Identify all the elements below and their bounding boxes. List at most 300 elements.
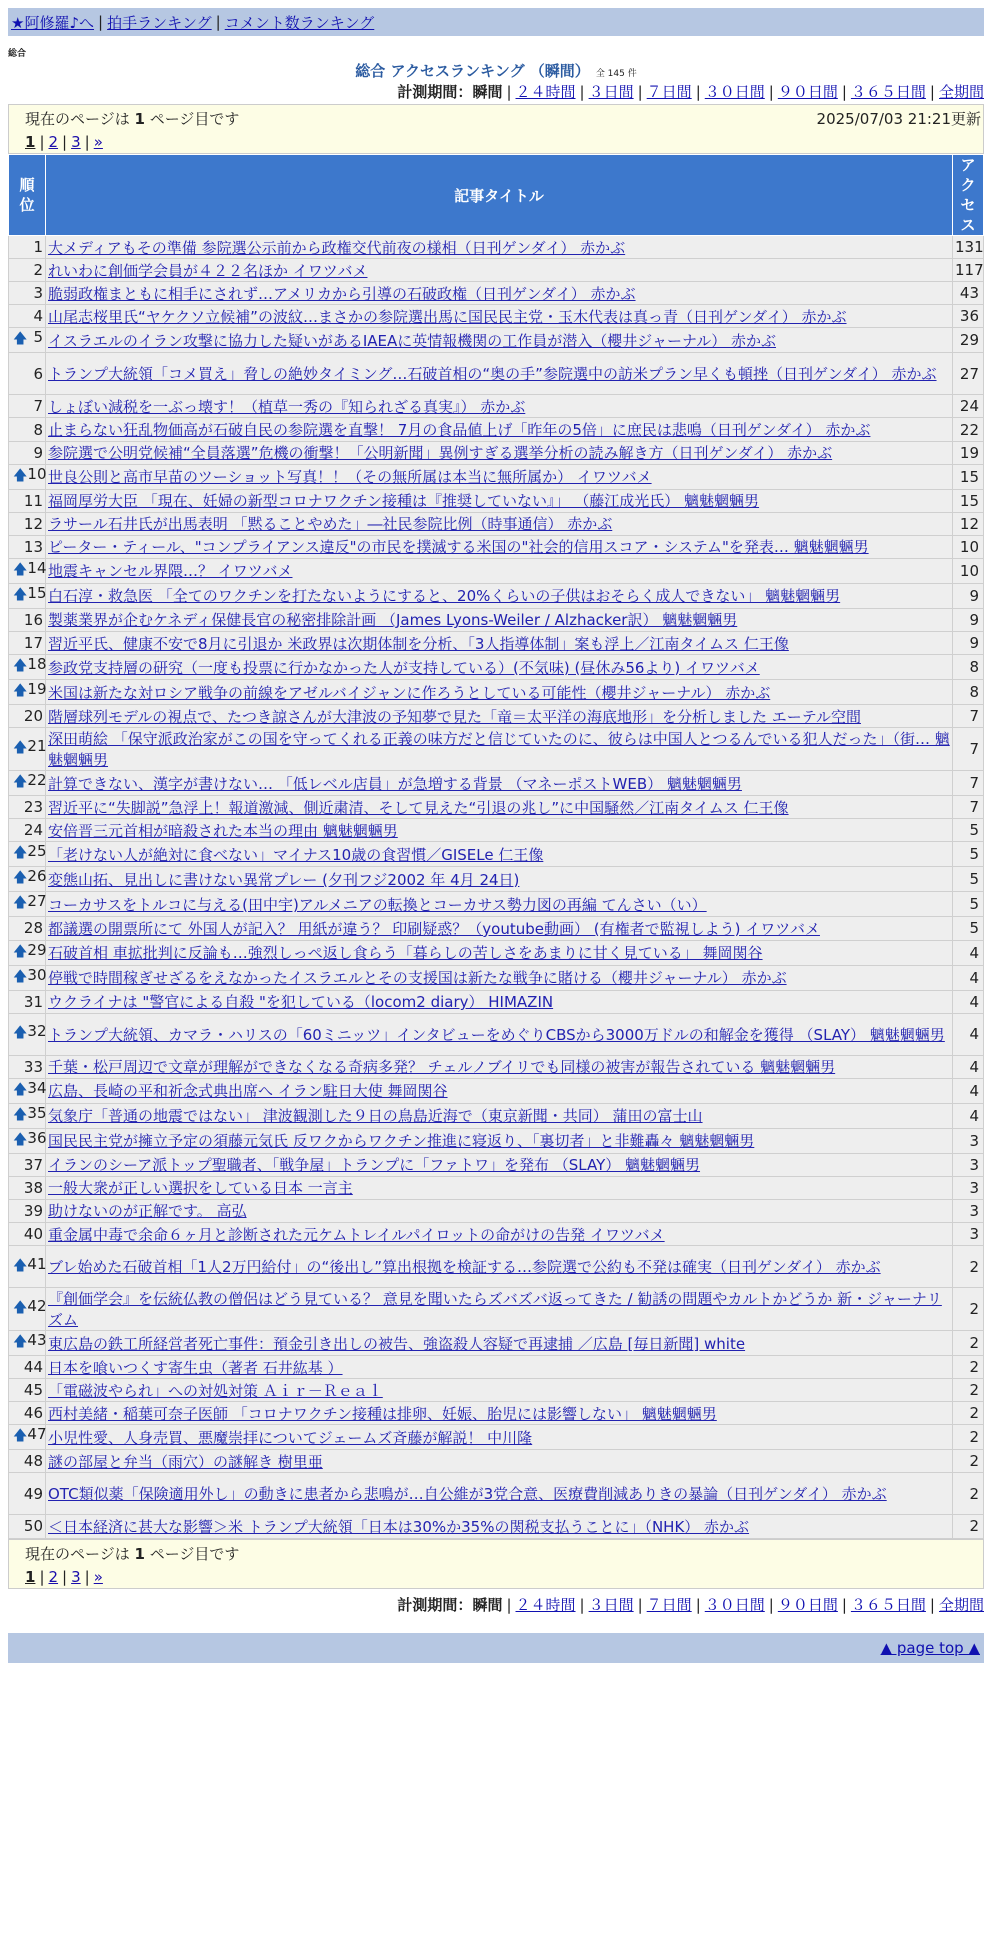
title-cell: [46, 1288, 953, 1331]
rank-up-arrow-icon: 🡅: [13, 1131, 28, 1148]
rank-number: 17: [23, 634, 43, 653]
rank-cell: [9, 680, 46, 705]
pager-sep: |: [39, 1567, 45, 1586]
rank-up-arrow-icon: 🡅: [13, 561, 28, 578]
page-prefix: 現在のページは: [25, 1544, 130, 1563]
rank-number: 14: [27, 558, 47, 577]
pager-link[interactable]: 3: [71, 1567, 81, 1586]
rank-number: 9: [33, 443, 43, 462]
article-link[interactable]: トランプ大統領、カマラ・ハリスの「60ミニッツ」インタビューをめぐりCBSから3000万ドルの和解金を獲得 （SLAY） 魑魅魍魎男: [48, 1025, 945, 1044]
article-link[interactable]: 安倍晋三元首相が暗殺された本当の理由 魑魅魍魎男: [48, 821, 398, 840]
rank-number: 33: [23, 1057, 43, 1076]
table-row: [9, 464, 984, 489]
table-row: [9, 1103, 984, 1128]
title-cell: [46, 236, 953, 259]
access-count: 3: [953, 1153, 984, 1176]
rank-number: 41: [27, 1254, 47, 1273]
rank-number: 29: [27, 940, 47, 959]
title-cell: [46, 1246, 953, 1288]
access-count: 4: [953, 1103, 984, 1128]
article-link[interactable]: 「電磁波やられ」への対処対策 Ａｉｒ－Ｒｅａｌ: [48, 1381, 383, 1400]
rank-number: 6: [33, 364, 43, 383]
article-link[interactable]: 石破首相 車拡批判に反論も…強烈しっぺ返し食らう「暮らしの苦しさをあまりに甘く見ている」 舞岡関谷: [48, 944, 763, 962]
title-cell: [46, 1331, 953, 1356]
rank-number: 36: [27, 1128, 47, 1147]
access-count: 5: [953, 842, 984, 867]
rank-number: 12: [23, 514, 43, 533]
access-count: 3: [953, 1176, 984, 1199]
applause-ranking-link[interactable]: 拍手ランキング: [107, 13, 212, 32]
title-cell: [46, 1176, 953, 1199]
rank-cell: [9, 1331, 46, 1356]
table-row: [9, 236, 984, 259]
access-count: 43: [953, 282, 984, 305]
article-link[interactable]: れいわに創価学会員が４２２名ほか イワツバメ: [48, 261, 368, 280]
rank-cell: [9, 1425, 46, 1450]
rank-number: 2: [33, 261, 43, 280]
period-sep: |: [695, 83, 701, 101]
rank-up-arrow-icon: 🡅: [13, 845, 28, 862]
period-sep: |: [841, 83, 847, 101]
rank-up-arrow-icon: 🡅: [13, 774, 28, 791]
rank-up-arrow-icon: 🡅: [13, 467, 28, 484]
period-link[interactable]: ３０日間: [704, 1595, 765, 1614]
period-sep: |: [637, 83, 643, 101]
rank-number: 27: [27, 892, 47, 911]
period-current: 瞬間: [472, 1595, 503, 1614]
access-count: 2: [953, 1246, 984, 1288]
title-cell: [46, 990, 953, 1013]
period-sep: |: [929, 83, 935, 101]
article-link[interactable]: 習近平氏、健康不安で8月に引退か 米政界は次期体制を分析、「3人指導体制」案も浮上／江南タイムス 仁王像: [48, 634, 789, 653]
access-count: 2: [953, 1425, 984, 1450]
table-row: [9, 1013, 984, 1055]
period-sep: |: [579, 83, 585, 101]
title-cell: [46, 655, 953, 680]
table-row: [9, 1425, 984, 1450]
period-sep: |: [579, 1595, 585, 1614]
article-link[interactable]: 計算できない、漢字が書けない… 「低レベル店員」が急増する背景 （マネーポストWEB） 魑魅魍魎男: [48, 774, 742, 793]
article-link[interactable]: 小児性愛、人身売買、悪魔崇拝についてジェームズ斉藤が解説！ 中川隆: [48, 1428, 533, 1447]
rank-cell: [9, 1222, 46, 1245]
pager-sep: |: [62, 133, 68, 151]
title-cell: [46, 1379, 953, 1402]
article-link[interactable]: 助けないのが正解です。 高弘: [48, 1202, 247, 1221]
header-rank: 順位: [9, 155, 46, 236]
pager-link[interactable]: »: [93, 133, 103, 151]
rank-number: 30: [27, 965, 47, 984]
title-cell: [46, 892, 953, 917]
access-count: 2: [953, 1515, 984, 1538]
rank-number: 18: [27, 655, 47, 674]
title-cell: [46, 583, 953, 608]
article-link[interactable]: 参政党支持層の研究（一度も投票に行かなかった人が支持している）(不気味) (昼休み56より) イワツバメ: [48, 658, 760, 677]
table-row: [9, 583, 984, 608]
period-link[interactable]: 全期間: [938, 1595, 984, 1614]
table-row: [9, 892, 984, 917]
article-link[interactable]: 東広島の鉄工所経営者死亡事件：預金引き出しの被告、強盗殺人容疑で再逮捕 ／広島 [毎日新聞] white: [48, 1334, 746, 1353]
article-link[interactable]: 山尾志桜里氏“ヤケクソ立候補”の波紋…まさかの参院選出馬に国民民主党・玉木代表は真っ青（日刊ゲンダイ） 赤かぶ: [48, 307, 847, 326]
article-link[interactable]: ウクライナは "警官による自殺 "を犯している（locom2 diary） HIMAZIN: [48, 993, 554, 1012]
article-link[interactable]: 気象庁「普通の地震ではない」 津波観測した９日の鳥島近海で（東京新聞・共同） 蒲田の富士山: [48, 1107, 703, 1126]
comment-ranking-link[interactable]: コメント数ランキング: [224, 13, 375, 32]
article-link[interactable]: 西村美緒・稲葉可奈子医師 「コロナワクチン接種は排卵、妊娠、胎児には影響しない」 魑魅魍魎男: [48, 1404, 717, 1423]
rank-number: 39: [23, 1201, 43, 1220]
rank-cell: [9, 464, 46, 489]
rank-up-arrow-icon: 🡅: [13, 331, 28, 348]
page-info-bottom: [8, 1539, 984, 1589]
title-cell: [46, 282, 953, 305]
current-page: 1: [134, 1544, 145, 1563]
rank-number: 26: [27, 867, 47, 886]
table-row: [9, 395, 984, 418]
table-row: [9, 259, 984, 282]
period-link[interactable]: ９０日間: [777, 83, 838, 101]
title-cell: [46, 1356, 953, 1379]
access-count: 3: [953, 1128, 984, 1153]
access-count: 24: [953, 395, 984, 418]
title-cell: [46, 1199, 953, 1222]
rank-cell: [9, 1128, 46, 1153]
rank-cell: [9, 940, 46, 965]
access-count: 7: [953, 771, 984, 796]
article-link[interactable]: ラサール石井氏が出馬表明 「黙ることやめた」―社民参院比例（時事通信） 赤かぶ: [48, 515, 613, 534]
rank-cell: [9, 892, 46, 917]
rank-cell: [9, 1013, 46, 1055]
access-count: 131: [953, 236, 984, 259]
rank-number: 10: [27, 464, 47, 483]
title-cell: [46, 1425, 953, 1450]
article-link[interactable]: 一般大衆が正しい選択をしている日本 一言主: [48, 1179, 353, 1198]
rank-number: 49: [23, 1484, 43, 1503]
title-cell: [46, 512, 953, 535]
rank-cell: [9, 1055, 46, 1078]
period-link[interactable]: ２４時間: [515, 1595, 576, 1614]
rank-cell: [9, 1288, 46, 1331]
article-link[interactable]: 日本を喰いつくす寄生虫（著者 石井紘基 ）: [48, 1358, 343, 1377]
rank-cell: [9, 489, 46, 512]
rank-cell: [9, 1153, 46, 1176]
rank-number: 7: [33, 397, 43, 416]
page-top-link[interactable]: ▲ page top ▲: [880, 1638, 980, 1657]
rank-cell: [9, 1515, 46, 1538]
title-cell: [46, 705, 953, 728]
title-cell: [46, 489, 953, 512]
article-link[interactable]: 白石淳・救急医 「全てのワクチンを打たないようにすると、20%くらいの子供はおそらく成人できない」 魑魅魍魎男: [48, 587, 841, 606]
article-link[interactable]: 謎の部屋と弁当（雨穴）の謎解き 樹里亜: [48, 1452, 323, 1471]
table-row: [9, 680, 984, 705]
article-link[interactable]: 地震キャンセル界隈…？ イワツバメ: [48, 562, 293, 581]
pager-sep: |: [39, 133, 45, 151]
pager-link[interactable]: 3: [71, 133, 81, 151]
period-selector-bottom: [8, 1593, 984, 1617]
table-row: [9, 535, 984, 558]
table-row: [9, 1379, 984, 1402]
rank-cell: [9, 558, 46, 583]
header-title: 記事タイトル: [46, 155, 953, 236]
rank-number: 48: [23, 1452, 43, 1471]
rank-number: 22: [27, 771, 47, 790]
table-row: [9, 418, 984, 441]
pager-link[interactable]: 2: [48, 133, 59, 151]
access-count: 2: [953, 1402, 984, 1425]
article-link[interactable]: 『創価学会』を伝統仏教の僧侶はどう見ている？ 意見を聞いたらズバズバ返ってきた / 勧誘の問題やカルトかどうか 新・ジャーナリズム: [48, 1290, 942, 1330]
rank-number: 13: [23, 537, 43, 556]
access-count: 36: [953, 305, 984, 328]
title-cell: [46, 819, 953, 842]
rank-cell: [9, 819, 46, 842]
article-link[interactable]: 米国は新たな対ロシア戦争の前線をアゼルバイジャンに作ろうとしている可能性（櫻井ジャーナル） 赤かぶ: [48, 683, 771, 702]
table-row: [9, 940, 984, 965]
article-link[interactable]: 脆弱政権まともに相手にされず…アメリカから引導の石破政権（日刊ゲンダイ） 赤かぶ: [48, 284, 636, 303]
title-cell: [46, 418, 953, 441]
table-row: [9, 705, 984, 728]
rank-cell: [9, 1176, 46, 1199]
rank-number: 20: [23, 707, 43, 726]
rank-cell: [9, 842, 46, 867]
title-cell: [46, 728, 953, 771]
article-link[interactable]: ＜日本経済に甚大な影響＞米 トランプ大統領「日本は30%か35%の関税支払うことに」（NHK） 赤かぶ: [48, 1517, 750, 1536]
home-link[interactable]: ★阿修羅♪へ: [11, 13, 95, 32]
period-sep: |: [506, 1595, 512, 1614]
access-count: 27: [953, 353, 984, 395]
title-cell: [46, 867, 953, 892]
article-link[interactable]: イスラエルのイラン攻撃に協力した疑いがあるIAEAに英情報機関の工作員が潜入（櫻井ジャーナル） 赤かぶ: [48, 331, 776, 350]
period-sep: |: [768, 1595, 774, 1614]
article-link[interactable]: トランプ大統領「コメ買え」脅しの絶妙タイミング…石破首相の“奥の手”参院選中の訪米プラン早くも頓挫（日刊ゲンダイ） 赤かぶ: [48, 365, 937, 384]
rank-cell: [9, 282, 46, 305]
rank-number: 25: [27, 842, 47, 861]
access-count: 4: [953, 940, 984, 965]
page-info-top: [8, 104, 984, 154]
access-count: 19: [953, 441, 984, 464]
article-link[interactable]: 階層球列モデルの視点で、たつき諒さんが大津波の予知夢で見た「竜＝太平洋の海底地形」を分析しました エーテル空間: [48, 707, 861, 726]
table-row: [9, 1402, 984, 1425]
article-link[interactable]: 福岡厚労大臣 「現在、妊婦の新型コロナワクチン接種は『推奨していない』」 （藤江成光氏） 魑魅魍魎男: [48, 492, 760, 511]
title-cell: [46, 558, 953, 583]
period-link[interactable]: ２４時間: [515, 83, 576, 101]
title-cell: [46, 1450, 953, 1473]
period-sep: |: [506, 83, 512, 101]
article-link[interactable]: 都議選の開票所にて 外国人が記入？ 用紙が違う？ 印刷疑惑？（youtube動画） (有権者で監視しよう) イワツバメ: [48, 919, 820, 938]
rank-up-arrow-icon: 🡅: [13, 740, 28, 757]
period-sep: |: [841, 1595, 847, 1614]
rank-cell: [9, 259, 46, 282]
table-row: [9, 1450, 984, 1473]
pager-link[interactable]: 2: [48, 1567, 59, 1586]
article-link[interactable]: 習近平に“失脚説”急浮上！報道激減、側近粛清、そして見えた“引退の兆し”に中国騒然／江南タイムス 仁王像: [48, 798, 789, 817]
table-row: [9, 1055, 984, 1078]
rank-number: 21: [27, 737, 47, 756]
period-link[interactable]: ３日間: [588, 1595, 634, 1614]
current-page: 1: [134, 110, 145, 128]
rank-number: 45: [23, 1381, 43, 1400]
period-link[interactable]: ３６５日間: [850, 1595, 926, 1614]
access-count: 4: [953, 1055, 984, 1078]
page-suffix: ページ目です: [149, 110, 240, 128]
pager-sep: |: [84, 1567, 90, 1586]
access-count: 4: [953, 990, 984, 1013]
article-link[interactable]: ブレ始めた石破首相「1人2万円給付」の“後出し”算出根拠を検証する…参院選で公約も不発は確実（日刊ゲンダイ） 赤かぶ: [48, 1258, 881, 1277]
rank-cell: [9, 583, 46, 608]
table-row: [9, 1128, 984, 1153]
period-link[interactable]: ３０日間: [704, 83, 765, 101]
rank-number: 47: [27, 1425, 47, 1444]
pager-sep: |: [84, 133, 90, 151]
title-cell: [46, 353, 953, 395]
title-cell: [46, 917, 953, 940]
article-link[interactable]: しょぼい減税を一ぶっ壊す！（植草一秀の『知られざる真実』） 赤かぶ: [48, 397, 526, 416]
period-link[interactable]: 全期間: [938, 83, 984, 101]
rank-number: 46: [23, 1404, 43, 1423]
access-count: 10: [953, 535, 984, 558]
rank-cell: [9, 512, 46, 535]
title-cell: [46, 680, 953, 705]
article-link[interactable]: 変態山拓、見出しに書けない異常プレー (夕刊フジ2002 年 4月 24日): [48, 870, 520, 889]
access-count: 15: [953, 464, 984, 489]
article-link[interactable]: 国民民主党が擁立予定の須藤元気氏 反ワクからワクチン推進に寝返り、「裏切者」と非難轟々 魑魅魍魎男: [48, 1132, 755, 1151]
article-link[interactable]: イランのシーア派トップ聖職者、「戦争屋」トランプに「ファトワ」を発布 （SLAY） 魑魅魍魎男: [48, 1156, 701, 1175]
table-row: [9, 796, 984, 819]
rank-cell: [9, 655, 46, 680]
rank-number: 44: [23, 1358, 43, 1377]
period-link[interactable]: ７日間: [646, 83, 692, 101]
rank-cell: [9, 771, 46, 796]
rank-number: 1: [33, 238, 43, 257]
period-sep: |: [695, 1595, 701, 1614]
title-cell: [46, 1473, 953, 1515]
period-selector-top: [8, 80, 984, 104]
table-row: [9, 1199, 984, 1222]
access-count: 3: [953, 1222, 984, 1245]
rank-up-arrow-icon: 🡅: [13, 1300, 28, 1317]
rank-cell: [9, 441, 46, 464]
title-cell: [46, 535, 953, 558]
article-link[interactable]: 止まらない狂乱物価高が石破自民の参院選を直撃！ 7月の食品値上げ「昨年の5倍」に庶民は悲鳴（日刊ゲンダイ） 赤かぶ: [48, 421, 871, 440]
table-row: [9, 328, 984, 353]
nav-sep: |: [215, 13, 221, 31]
rank-cell: [9, 1199, 46, 1222]
period-sep: |: [637, 1595, 643, 1614]
table-row: [9, 1356, 984, 1379]
rank-number: 34: [27, 1078, 47, 1097]
rank-up-arrow-icon: 🡅: [13, 1334, 28, 1351]
title-cell: [46, 1222, 953, 1245]
article-link[interactable]: 重金属中毒で余命６ヶ月と診断された元ケムトレイルパイロットの命がけの告発 イワツバメ: [48, 1225, 665, 1244]
rank-cell: [9, 990, 46, 1013]
access-count: 2: [953, 1288, 984, 1331]
rank-cell: [9, 632, 46, 655]
rank-cell: [9, 353, 46, 395]
table-row: [9, 1473, 984, 1515]
title-cell: [46, 771, 953, 796]
title-cell: [46, 608, 953, 631]
table-row: [9, 728, 984, 771]
rank-up-arrow-icon: 🡅: [13, 968, 28, 985]
rank-number: 23: [23, 798, 43, 817]
period-label: 計測期間：: [397, 1595, 473, 1614]
rank-cell: [9, 1450, 46, 1473]
table-row: [9, 512, 984, 535]
access-count: 12: [953, 512, 984, 535]
article-link[interactable]: 参院選で公明党候補“全員落選”危機の衝撃！「公明新聞」異例すぎる選挙分析の読み解き方（日刊ゲンダイ） 赤かぶ: [48, 444, 833, 463]
rank-number: 3: [33, 284, 43, 303]
rank-cell: [9, 1103, 46, 1128]
rank-number: 43: [27, 1331, 47, 1350]
access-count: 10: [953, 558, 984, 583]
rank-up-arrow-icon: 🡅: [13, 1257, 28, 1274]
rank-number: 11: [23, 491, 43, 510]
article-link[interactable]: 深田萌絵 「保守派政治家がこの国を守ってくれる正義の味方だと信じていたのに、彼らは中国人とつるんでいる犯人だった」（街… 魑魅魍魎男: [48, 730, 950, 770]
access-count: 5: [953, 867, 984, 892]
period-link[interactable]: ３６５日間: [850, 83, 926, 101]
article-link[interactable]: OTC類似薬「保険適用外し」の動きに患者から悲鳴が…自公維が3党合意、医療費削減ありきの暴論（日刊ゲンダイ） 赤かぶ: [48, 1485, 887, 1504]
access-count: 9: [953, 583, 984, 608]
table-row: [9, 819, 984, 842]
rank-cell: [9, 917, 46, 940]
article-link[interactable]: 「老けない人が絶対に食べない」マイナス10歳の食習慣／GISELe 仁王像: [48, 845, 544, 864]
article-link[interactable]: ピーター・ティール、"コンプライアンス違反"の市民を撲滅する米国の"社会的信用スコア・システム"を発表… 魑魅魍魎男: [48, 538, 869, 557]
rank-number: 32: [27, 1022, 47, 1041]
updated-time: 2025/07/03 21:21更新: [816, 110, 981, 128]
article-link[interactable]: コーカサスをトルコに与える(田中宇)アルメニアの転換とコーカサス勢力図の再編 てんさい（い）: [48, 895, 707, 914]
table-row: [9, 771, 984, 796]
table-row: [9, 632, 984, 655]
title-cell: [46, 259, 953, 282]
title-cell: [46, 1128, 953, 1153]
rank-number: 42: [27, 1297, 47, 1316]
section-tag: 総合: [8, 49, 27, 59]
access-count: 9: [953, 608, 984, 631]
access-count: 4: [953, 1013, 984, 1055]
rank-cell: [9, 418, 46, 441]
title-cell: [46, 632, 953, 655]
access-count: 2: [953, 1356, 984, 1379]
period-link[interactable]: ９０日間: [777, 1595, 838, 1614]
title-cell: [46, 1402, 953, 1425]
access-count: 15: [953, 489, 984, 512]
rank-cell: [9, 535, 46, 558]
article-link[interactable]: 世良公則と高市早苗のツーショット写真！！（その無所属は本当に無所属か） イワツバメ: [48, 468, 652, 487]
table-row: [9, 1288, 984, 1331]
title-cell: [46, 305, 953, 328]
title-cell: [46, 1078, 953, 1103]
rank-up-arrow-icon: 🡅: [13, 658, 28, 675]
article-link[interactable]: 千葉・松戸周辺で文章が理解ができなくなる奇病多発？ チェルノブイリでも同様の被害が報告されている 魑魅魍魎男: [48, 1058, 836, 1077]
article-link[interactable]: 製薬業界が企むケネディ保健長官の秘密排除計画 （James Lyons-Weiler / Alzhacker訳） 魑魅魍魎男: [48, 611, 738, 630]
rank-up-arrow-icon: 🡅: [13, 943, 28, 960]
pager-current: 1: [25, 133, 36, 151]
pager-link[interactable]: »: [93, 1567, 103, 1586]
table-row: [9, 1222, 984, 1245]
access-count: 22: [953, 418, 984, 441]
period-link[interactable]: ７日間: [646, 1595, 692, 1614]
title-cell: [46, 1515, 953, 1538]
rank-up-arrow-icon: 🡅: [13, 1106, 28, 1123]
top-nav: [8, 8, 984, 36]
article-link[interactable]: 広島、長崎の平和祈念式典出席へ イラン駐日大使 舞岡関谷: [48, 1082, 448, 1101]
access-count: 7: [953, 705, 984, 728]
period-link[interactable]: ３日間: [588, 83, 634, 101]
article-link[interactable]: 大メディアもその準備 参院選公示前から政権交代前夜の様相（日刊ゲンダイ） 赤かぶ: [48, 238, 626, 257]
rank-up-arrow-icon: 🡅: [13, 1025, 28, 1042]
rank-cell: [9, 236, 46, 259]
rank-cell: [9, 395, 46, 418]
access-count: 4: [953, 1078, 984, 1103]
rank-cell: [9, 728, 46, 771]
rank-cell: [9, 328, 46, 353]
article-link[interactable]: 停戦で時間稼ぎせざるをえなかったイスラエルとその支援国は新たな戦争に賭ける（櫻井ジャーナル） 赤かぶ: [48, 969, 787, 987]
